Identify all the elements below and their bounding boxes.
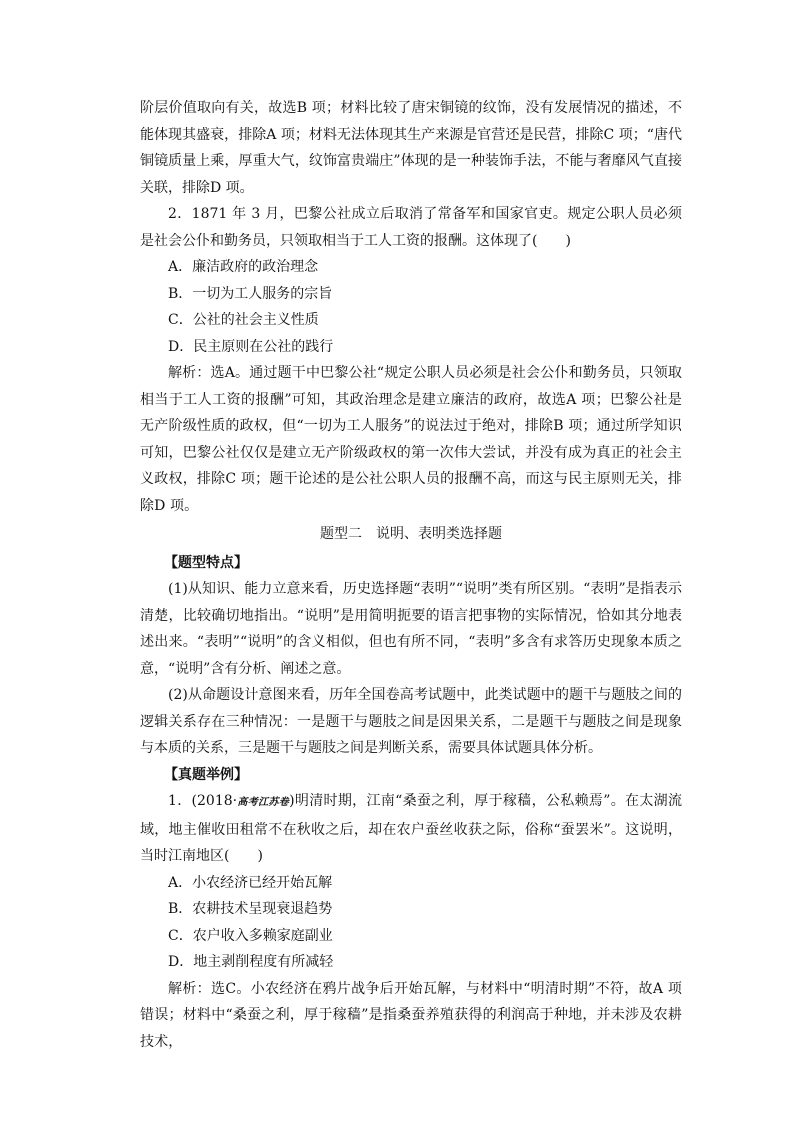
- page-content: [140, 95, 682, 1055]
- example-1-option-c: C．农户收入多赖家庭副业: [168, 927, 333, 944]
- heading-question-features: 【题型特点】: [164, 554, 248, 571]
- question-2-option-c: C．公社的社会主义性质: [168, 312, 319, 328]
- section-title: 题型二 说明、表明类选择题: [320, 526, 502, 542]
- question-2-option-d: D．民主原则在公社的践行: [168, 338, 334, 355]
- example-1-option-d: D．地主剥削程度有所减轻: [168, 954, 334, 970]
- example-1-text: )明清时期，江南“桑蚕之利，厚于稼穑，公私赖焉”。在太湖流域，地主催收田租常不在秋收之后，却在农户蚕丝收获之际，俗称“蚕罢米”。这说明，当时江南地区( ): [140, 793, 683, 864]
- feature-paragraph-1: (1)从知识、能力立意来看，历史选择题“表明”“说明”类有所区别。“表明”是指表示清楚，比较确切地指出。“说明”是用简明扼要的语言把事物的实际情况，恰如其分地表述出来。“表明”“说明”的含义相似，但也有所不同，“表明”多含有求答历史现象本质之意，“说明”含有分析、阐述之意。: [140, 581, 682, 677]
- feature-paragraph-2: (2)从命题设计意图来看，历年全国卷高考试题中，此类试题中的题干与题肢之间的逻辑关系存在三种情况：一是题干与题肢之间是因果关系，二是题干与题肢之间是现象与本质的关系，三是题干与题肢之间是判断关系，需要具体试题具体分析。: [140, 687, 682, 756]
- paragraph-continued-analysis: 阶层价值取向有关，故选B 项；材料比较了唐宋铜镜的纹饰，没有发展情况的描述，不能体现其盛衰，排除A 项；材料无法体现其生产来源是官营还是民营，排除C 项；“唐代铜镜质量上乘，厚重大气，纹饰富贵端庄”体现的是一种装饰手法，不能与奢靡风气直接关联，排除D 项。: [140, 100, 682, 196]
- example-1-source: 高考江苏卷: [237, 797, 290, 808]
- example-1-stem: [140, 788, 682, 870]
- example-1-analysis: 解析：选C。小农经济在鸦片战争后开始瓦解，与材料中“明清时期”不符，故A 项错误；材料中“桑蚕之利，厚于稼穑”是指桑蚕养殖获得的利润高于种地，并未涉及农耕技术，: [140, 980, 682, 1050]
- example-1-number: 1．(2018·: [168, 793, 238, 809]
- question-2-option-a: A．廉洁政府的政治理念: [168, 259, 319, 275]
- question-2-option-b: B．一切为工人服务的宗旨: [168, 285, 333, 302]
- heading-real-examples: 【真题举例】: [164, 766, 248, 783]
- question-2-analysis: 解析：选A。通过题干中巴黎公社“规定公职人员必须是社会公仆和勤务员，只领取相当于工人工资的报酬”可知，其政治理念是建立廉洁的政府，故选A 项；巴黎公社是无产阶级性质的政权，但“一切为工人服务”的说法过于绝对，排除B 项；通过所学知识可知，巴黎公社仅仅是建立无产阶级政权的第一次伟大尝试，并没有成为真正的社会主义政权，排除C 项；题干论述的是公社公职人员的报酬不高，而这与民主原则无关，排除D 项。: [140, 365, 682, 514]
- example-1-option-a: A．小农经济已经开始瓦解: [168, 874, 333, 891]
- question-2-stem: 2．1871 年 3 月，巴黎公社成立后取消了常备军和国家官吏。规定公职人员必须是社会公仆和勤务员，只领取相当于工人工资的报酬。这体现了( ): [140, 206, 682, 249]
- example-1-option-b: B．农耕技术呈现衰退趋势: [168, 901, 333, 917]
